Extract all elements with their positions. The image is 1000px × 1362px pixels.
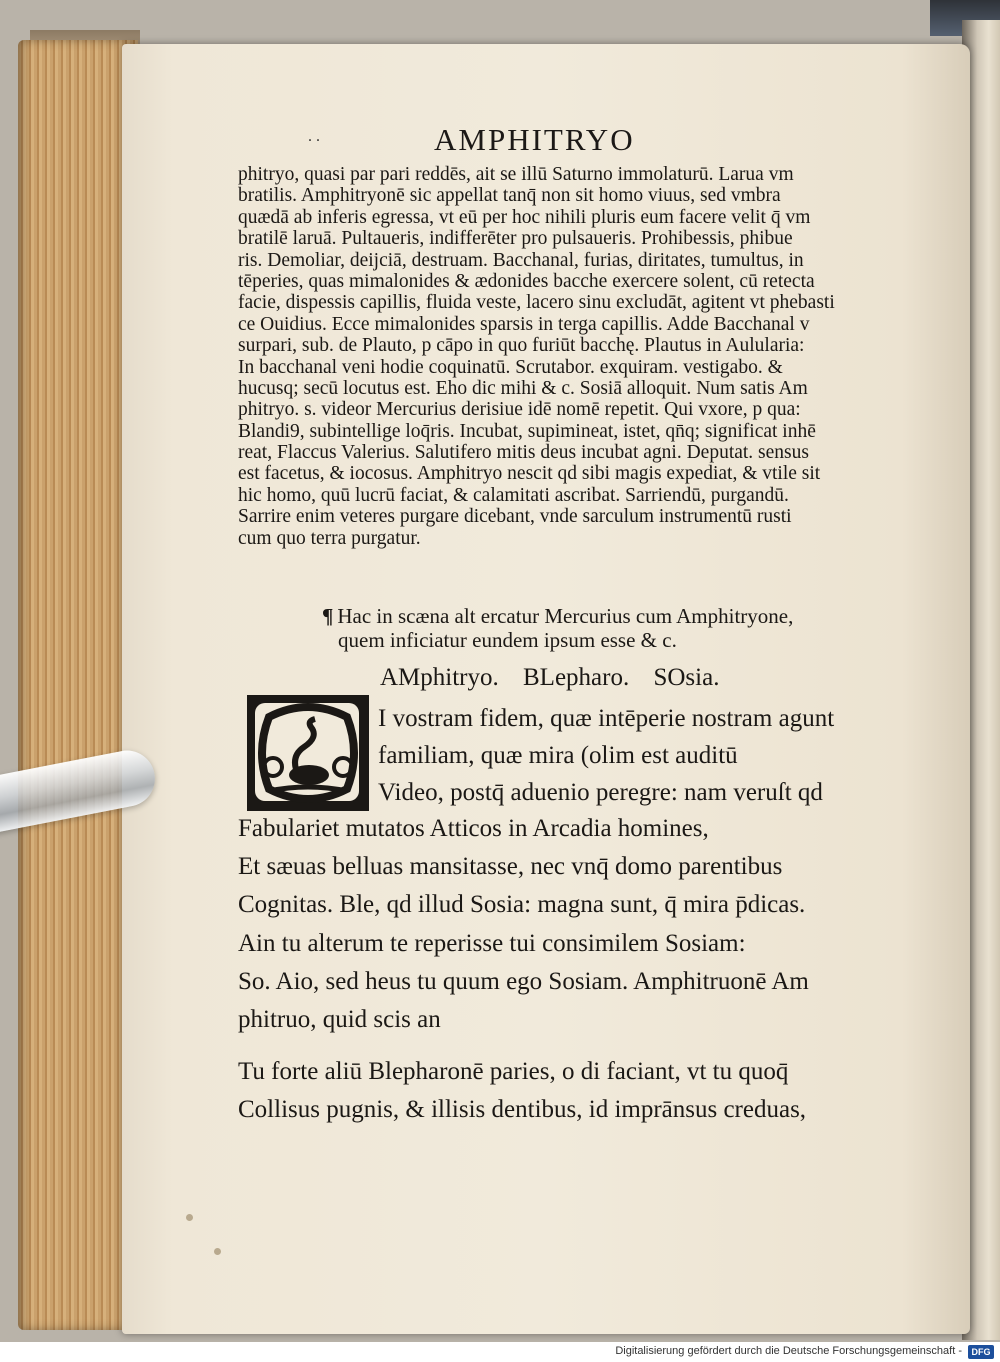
commentary-line: facie, dispessis capillis, fluida veste, lacero sinu excludāt, agitent vt phebasti bbox=[238, 292, 835, 314]
commentary-line: phitryo, quasi par pari reddēs, ait se illū Saturno immolaturū. Larua vm bbox=[238, 164, 794, 185]
verse-indent-line: Video, postq̄ aduenio peregre: nam veruſt qd bbox=[378, 779, 823, 806]
running-head: AMPHITRYO bbox=[434, 122, 635, 157]
commentary-line: reat, Flaccus Valerius. Salutifero mitis deus incubat agni. Deputat. sensus bbox=[238, 442, 809, 464]
verse-line: Fabulariet mutatos Atticos in Arcadia homines, bbox=[238, 815, 709, 842]
verse-indent-line: I vostram fidem, quæ intēperie nostram agunt bbox=[378, 705, 835, 732]
commentary-line: quædā ab inferis egressa, vt eū per hoc nihili pluris eum facere velit q̄ vm bbox=[238, 206, 811, 228]
commentary-line: est facetus, & iocosus. Amphitryo nescit qd sibi magis expediat, & vtile sit bbox=[238, 463, 821, 485]
commentary-line: ris. Demoliar, deijciā, destruam. Bacchanal, furias, diritates, tumultus, in bbox=[238, 249, 804, 271]
decorated-initial bbox=[247, 695, 369, 811]
commentary-line: bratilē laruā. Pultaueris, indifferēter pro pulsaueris. Prohibessis, phibue bbox=[238, 228, 793, 250]
commentary-line: tēperies, quas mimalonides & ædonides bacche exercere solent, cū retecta bbox=[238, 270, 815, 292]
verse-line: Tu forte aliū Blepharonē paries, o di faciant, vt tu quoq̄ bbox=[238, 1058, 789, 1086]
scene-note-line: Hac in scæna alt ercatur Mercurius cum Amphitryone, bbox=[337, 604, 794, 628]
verse-line: So. Aio, sed heus tu quum ego Sosiam. Amphitruonē Am bbox=[238, 967, 809, 995]
worm-hole bbox=[186, 1214, 193, 1221]
verse-line bbox=[238, 1039, 898, 1053]
commentary-line: In bacchanal veni hodie coquinatū. Scrutabor. exquiram. vestigabo. & bbox=[238, 356, 783, 378]
commentary-line: hucusq; secū locutus est. Eho dic mihi & c. Sosiā alloquit. Num satis Am bbox=[238, 377, 808, 399]
dfg-logo: DFG bbox=[968, 1345, 994, 1359]
worm-hole bbox=[214, 1248, 221, 1255]
commentary-line: phitryo. s. videor Mercurius derisiue idē nomē repetit. Qui vxore, p qua: bbox=[238, 399, 801, 421]
running-dots: .. bbox=[308, 128, 324, 145]
footer-bar bbox=[0, 1342, 1000, 1362]
verse-line: Et sæuas belluas mansitasse, nec vnq̄ domo parentibus bbox=[238, 853, 783, 881]
speaker-list: AMphitryo. BLepharo. SOsia. bbox=[380, 664, 720, 691]
footer-credit: Digitalisierung gefördert durch die Deutsche Forschungsgemeinschaft - bbox=[615, 1345, 962, 1357]
scene-note-line: quem inficiatur eundem ipsum esse & c. bbox=[338, 628, 677, 652]
page-fore-edge bbox=[18, 40, 138, 1330]
commentary-line: Sarrire enim veteres purgare dicebant, vnde sarculum instrumentū rusti bbox=[238, 506, 792, 528]
commentary-line: cum quo terra purgatur. bbox=[238, 527, 421, 549]
pilcrow-mark: ¶ bbox=[322, 604, 334, 628]
verse-block bbox=[238, 810, 898, 1130]
swan-initial-icon bbox=[249, 697, 367, 809]
verse-line: Collisus pugnis, & illisis dentibus, id imprānsus creduas, bbox=[238, 1096, 807, 1124]
verse-line: Ain tu alterum te reperisse tui consimilem Sosiam: bbox=[238, 929, 746, 957]
commentary-line: surpari, sub. de Plauto, p cāpo in quo furiūt bacchę. Plautus in Aulularia: bbox=[238, 335, 805, 357]
commentary-line: bratilis. Amphitryonē sic appellat tanq̄ non sit homo viuus, sed vmbra bbox=[238, 185, 781, 207]
commentary-block bbox=[238, 164, 898, 549]
commentary-line: ce Ouidius. Ecce mimalonides sparsis in terga capillis. Adde Bacchanal v bbox=[238, 313, 810, 335]
verse-indent-line: familiam, quæ mira (olim est auditū bbox=[378, 742, 738, 769]
verse-line: phitruo, quid scis an bbox=[238, 1006, 441, 1034]
commentary-line: Blandi9, subintellige loq̄ris. Incubat, supimineat, istet, qn̄q; significat inhē bbox=[238, 420, 816, 442]
verse-indented-block bbox=[378, 700, 898, 811]
commentary-line: hic homo, quū lucrū faciat, & calamitati ascribat. Sarriendū, purgandū. bbox=[238, 484, 789, 506]
verse-line: Cognitas. Ble, qd illud Sosia: magna sunt, q̄ mira p̄dicas. bbox=[238, 891, 806, 919]
handwritten-marginalia bbox=[126, 552, 476, 712]
